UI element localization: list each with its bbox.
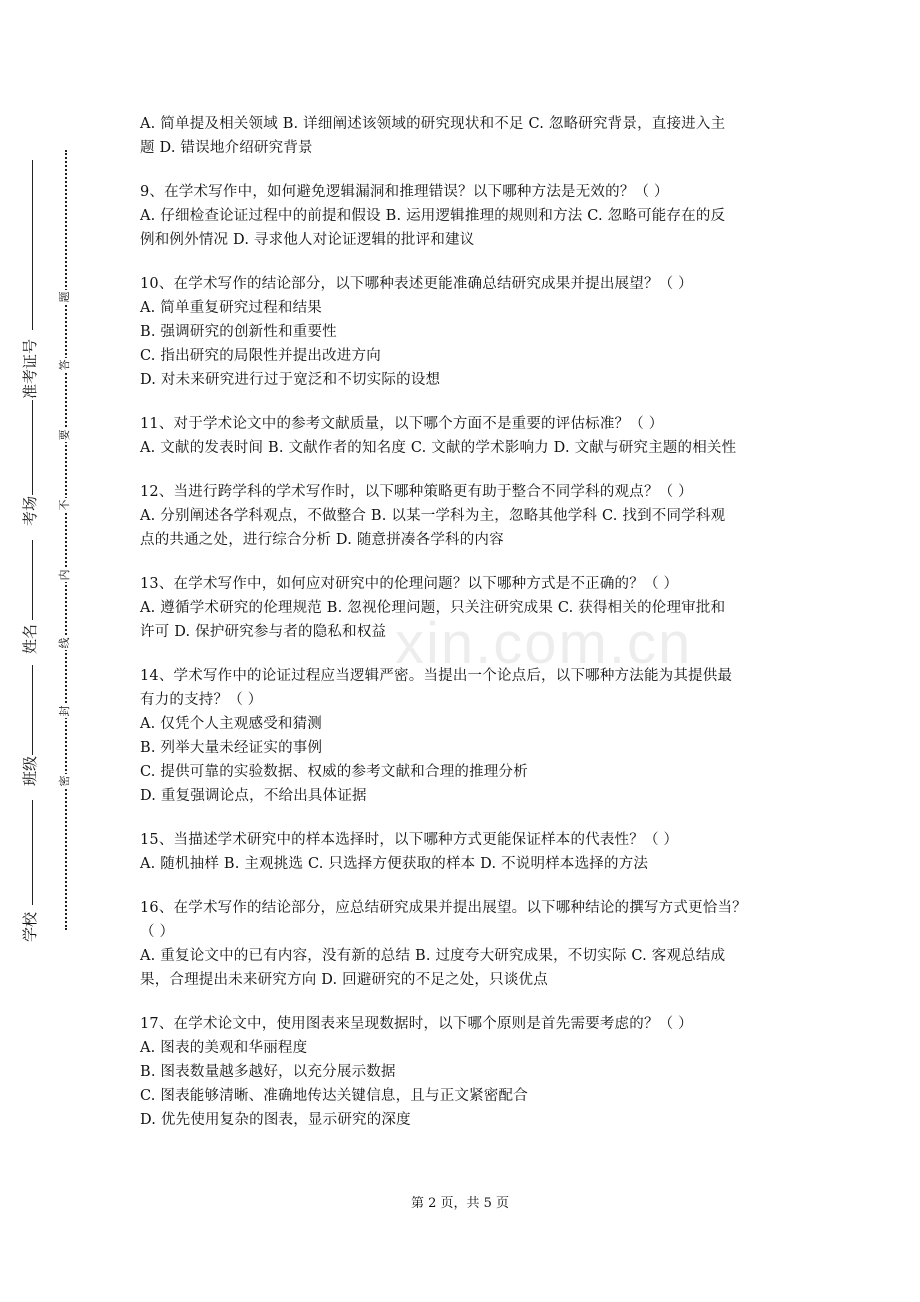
seal-char: 内	[58, 569, 71, 581]
question-list	[140, 112, 790, 1152]
page-footer: 第 2 页，共 5 页	[410, 1196, 510, 1211]
question-option: A. 重复论文中的已有内容，没有新的总结 B. 过度夸大研究成果，不切实际 C. 客观总结成	[140, 948, 726, 964]
question-option: 许可 D. 保护研究参与者的隐私和权益	[140, 624, 387, 640]
question-option: A. 分别阐述各学科观点，不做整合 B. 以某一学科为主，忽略其他学科 C. 找到不同学科观	[140, 508, 726, 524]
question-stem: 9、在学术写作中，如何避免逻辑漏洞和推理错误？以下哪种方法是无效的？（ ）	[140, 184, 669, 200]
question-stem: 15、当描述学术研究中的样本选择时，以下哪种方式更能保证样本的代表性？（ ）	[140, 832, 679, 848]
question-option: 题 D. 错误地介绍研究背景	[140, 140, 313, 156]
field-label-class: 班级	[21, 756, 39, 787]
field-label-name: 姓名	[21, 624, 39, 655]
question-stem: 14、学术写作中的论证过程应当逻辑严密。当提出一个论点后，以下哪种方法能为其提供最	[140, 668, 733, 684]
question-option: 点的共通之处，进行综合分析 D. 随意拼凑各学科的内容	[140, 532, 504, 548]
question-option: A. 仅凭个人主观感受和猜测	[140, 716, 322, 732]
question-option: C. 指出研究的局限性并提出改进方向	[140, 348, 381, 364]
question-stem-continued: 有力的支持？（ ）	[140, 692, 263, 708]
question-option: A. 仔细检查论证过程中的前提和假设 B. 运用逻辑推理的规则和方法 C. 忽略可能存在的反	[140, 208, 726, 224]
question-option: A. 简单重复研究过程和结果	[140, 300, 322, 316]
question-option: A. 遵循学术研究的伦理规范 B. 忽视伦理问题，只关注研究成果 C. 获得相关的伦理审批和	[140, 600, 726, 616]
question-option: C. 提供可靠的实验数据、权威的参考文献和合理的推理分析	[140, 764, 528, 780]
question-option: B. 列举大量未经证实的事例	[140, 740, 323, 756]
question-item	[140, 828, 790, 876]
question-stem-continued: （ ）	[140, 924, 175, 940]
question-option: B. 图表数量越多越好，以充分展示数据	[140, 1064, 396, 1080]
question-option: C. 图表能够清晰、准确地传达关键信息，且与正文紧密配合	[140, 1088, 528, 1104]
question-item	[140, 664, 790, 808]
question-option: A. 文献的发表时间 B. 文献作者的知名度 C. 文献的学术影响力 D. 文献与研究主题的相关性	[140, 440, 737, 456]
question-option: 果，合理提出未来研究方向 D. 回避研究的不足之处，只谈优点	[140, 972, 548, 988]
seal-char: 封	[58, 705, 71, 717]
question-option: A. 随机抽样 B. 主观挑选 C. 只选择方便获取的样本 D. 不说明样本选择的方法	[140, 856, 649, 872]
question-item	[140, 480, 790, 552]
seal-char: 答	[58, 359, 71, 371]
question-stem: 16、在学术写作的结论部分，应总结研究成果并提出展望。以下哪种结论的撰写方式更恰当？	[140, 900, 747, 916]
field-label-exam-room: 考场	[21, 496, 39, 527]
question-item	[140, 112, 790, 160]
question-item	[140, 272, 790, 392]
seal-char: 不	[58, 499, 71, 511]
seal-char: 题	[58, 291, 71, 303]
seal-char: 要	[58, 429, 71, 441]
question-stem: 11、对于学术论文中的参考文献质量，以下哪个方面不是重要的评估标准？（ ）	[140, 416, 664, 432]
question-item	[140, 896, 790, 992]
field-underline	[32, 540, 33, 620]
field-underline	[32, 665, 33, 755]
question-item	[140, 1012, 790, 1132]
field-underline	[32, 800, 33, 905]
field-underline	[32, 160, 33, 330]
question-item	[140, 572, 790, 644]
question-option: B. 强调研究的创新性和重要性	[140, 324, 337, 340]
field-underline	[32, 400, 33, 495]
question-option: A. 简单提及相关领域 B. 详细阐述该领域的研究现状和不足 C. 忽略研究背景，直接进入主	[140, 116, 726, 132]
question-option: A. 图表的美观和华丽程度	[140, 1040, 308, 1056]
question-option: D. 重复强调论点，不给出具体证据	[140, 788, 367, 804]
question-option: D. 优先使用复杂的图表，显示研究的深度	[140, 1112, 411, 1128]
seal-dotted-line	[65, 150, 67, 930]
seal-char: 线	[58, 637, 71, 649]
watermark: xin.com.cn	[395, 611, 693, 676]
question-option: D. 对未来研究进行过于宽泛和不切实际的设想	[140, 372, 441, 388]
question-item	[140, 180, 790, 252]
question-stem: 17、在学术论文中，使用图表来呈现数据时，以下哪个原则是首先需要考虑的？（ ）	[140, 1016, 693, 1032]
field-label-exam-number: 准考证号	[21, 339, 39, 400]
question-item	[140, 412, 790, 460]
field-label-school: 学校	[21, 912, 39, 943]
question-stem: 12、当进行跨学科的学术写作时，以下哪种策略更有助于整合不同学科的观点？（ ）	[140, 484, 693, 500]
seal-char: 密	[58, 775, 71, 787]
question-stem: 13、在学术写作中，如何应对研究中的伦理问题？以下哪种方式是不正确的？（ ）	[140, 576, 679, 592]
question-stem: 10、在学术写作的结论部分，以下哪种表述更能准确总结研究成果并提出展望？（ ）	[140, 276, 693, 292]
question-option: 例和例外情况 D. 寻求他人对论证逻辑的批评和建议	[140, 232, 475, 248]
